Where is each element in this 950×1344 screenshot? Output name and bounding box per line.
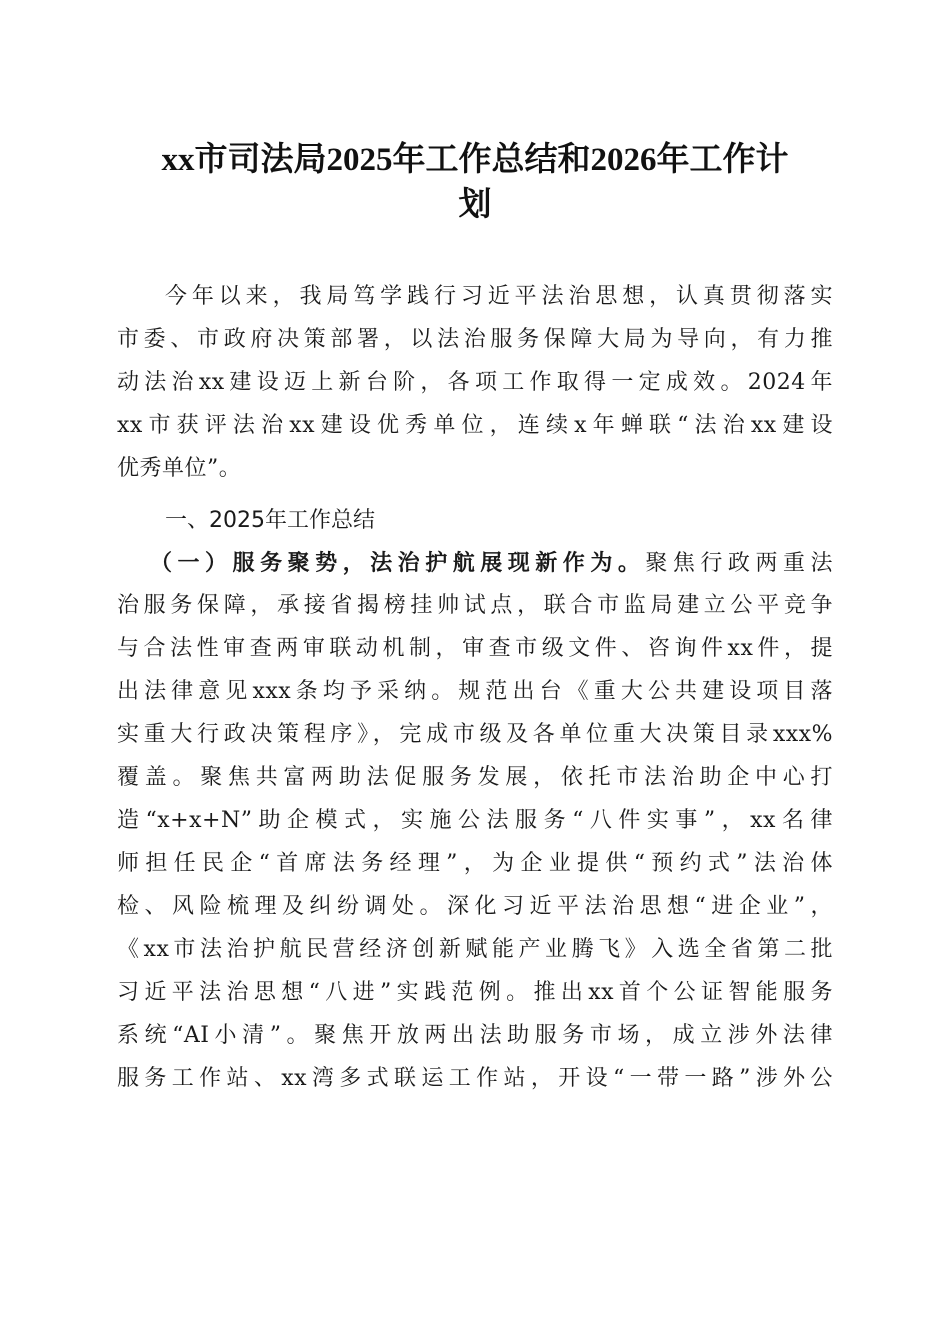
body-line: 覆盖。聚焦共富两助法促服务发展，依托市法治助企中心打 <box>117 765 833 790</box>
intro-paragraph-line: 今年以来，我局笃学践行习近平法治思想，认真贯彻落实 <box>165 284 833 309</box>
body-line: 检、风险梳理及纠纷调处。深化习近平法治思想“进企业”， <box>117 894 833 919</box>
intro-paragraph-line: xx市获评法治xx建设优秀单位，连续x年蝉联“法治xx建设 <box>117 413 833 438</box>
subsection-text: 聚焦行政两重法 <box>645 551 833 576</box>
body-line: 治服务保障，承接省揭榜挂帅试点，联合市监局建立公平竞争 <box>117 593 833 618</box>
subsection-first-line <box>150 548 833 579</box>
intro-paragraph-line: 市委、市政府决策部署，以法治服务保障大局为导向，有力推 <box>117 327 833 352</box>
body-line: 造“x+x+N”助企模式，实施公法服务“八件实事”，xx名律 <box>117 808 833 833</box>
body-line: 与合法性审查两审联动机制，审查市级文件、咨询件xx件，提 <box>117 636 833 661</box>
section-heading: 一、2025年工作总结 <box>165 508 375 533</box>
document-title-line-2: 划 <box>458 187 492 223</box>
intro-paragraph-line: 动法治xx建设迈上新台阶，各项工作取得一定成效。2024年 <box>117 370 833 395</box>
body-line: 师担任民企“首席法务经理”，为企业提供“预约式”法治体 <box>117 851 833 876</box>
body-line: 服务工作站、xx湾多式联运工作站，开设“一带一路”涉外公 <box>117 1066 833 1091</box>
body-line: 实重大行政决策程序》，完成市级及各单位重大决策目录xxx% <box>117 722 833 747</box>
body-line: 出法律意见xxx条均予采纳。规范出台《重大公共建设项目落 <box>117 679 833 704</box>
body-line: 习近平法治思想“八进”实践范例。推出xx首个公证智能服务 <box>117 980 833 1005</box>
body-line: 《xx市法治护航民营经济创新赋能产业腾飞》入选全省第二批 <box>117 937 833 962</box>
body-line: 系统“AI小清”。聚焦开放两出法助服务市场，成立涉外法律 <box>117 1023 833 1048</box>
document-title-line-1: xx市司法局2025年工作总结和2026年工作计 <box>161 142 789 178</box>
intro-paragraph-line: 优秀单位”。 <box>117 456 242 481</box>
subsection-heading: （一）服务聚势，法治护航展现新作为。 <box>150 550 646 576</box>
